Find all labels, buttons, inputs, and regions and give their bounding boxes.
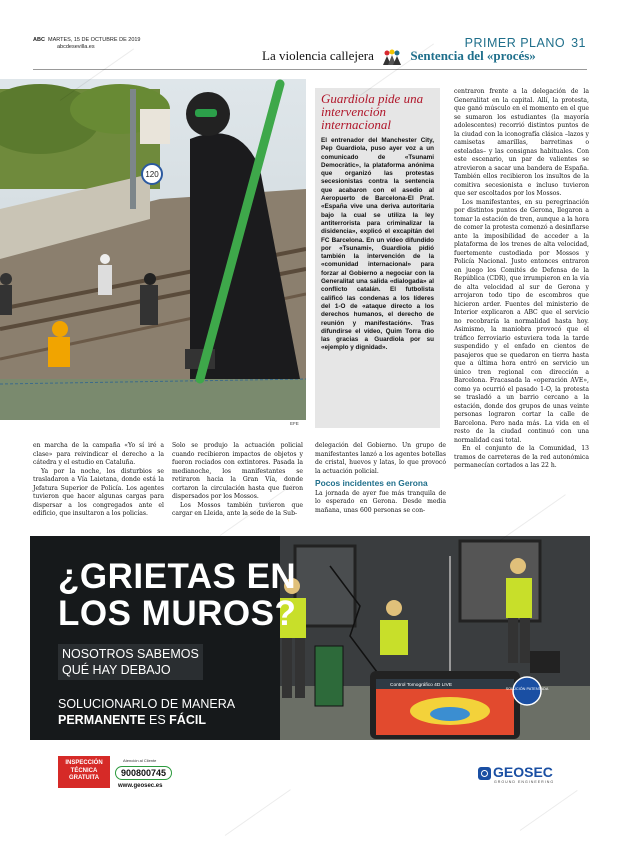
page-number: 31 (571, 36, 586, 50)
ad-headline-line: LOS MUROS? (58, 594, 297, 633)
brand-logo[interactable] (478, 764, 554, 784)
sidebar-box (315, 88, 440, 428)
ad-subheadline-line: QUÉ HAY DEBAJO (62, 663, 171, 677)
patent-seal: SOLUCIÓN PATENTADA (505, 687, 549, 691)
issue-date: MARTES, 15 DE OCTUBRE DE 2019 (47, 37, 141, 43)
paragraph: Los Mossos también tuvieron que cargar en Lleida, ante la sede de la Sub- (172, 501, 303, 517)
sidebar-title: Guardiola pide una intervención internacional (321, 91, 424, 132)
ad-tagline-line: SOLUCIONARLO DE MANERA (58, 697, 236, 711)
phone-label: Atención al Cliente (123, 758, 157, 763)
website-link[interactable]: www.geosec.es (118, 783, 163, 789)
phone-contact[interactable] (115, 758, 172, 789)
paragraph: La jornada de ayer fue más tranquila de lo esperado en Gerona. Desde media mañana, unas 600 personas se con- (315, 489, 446, 514)
article-column-1 (33, 442, 164, 519)
article-column-2 (172, 442, 303, 519)
paragraph: centraron frente a la delegación de la Generalitat en la capital. Allí, la protesta, que ganó músculo en el momento en el que se sumaron los estudiantes (la mayoría adolescentes) recorrió distintos puntos de la ciudad con la iconografía clásica –lazos y camisetas amarillas, barretinas o esteladas– y las consignas habituales. Con este escenario, un par de valientes se atrevieron a sacar una bandera de España. También ellos recibieron los insultos de la comitiva secesionista e incluso tuvieron que ser escoltados por los Mossos. (454, 88, 589, 197)
site-url: abcdesevilla.es (57, 44, 95, 50)
protest-photo-illustration (0, 79, 306, 420)
ad-headline-line: ¿GRIETAS EN (58, 557, 297, 596)
news-photo (0, 79, 306, 420)
paper-name: ABC (33, 37, 45, 43)
screen-label: Control Tomográfico 4D LIVE (390, 683, 453, 688)
speed-sign-number: 120 (145, 170, 159, 179)
ad-tagline-bold: FÁCIL (169, 713, 206, 727)
paragraph: en marcha de la campaña «Yo sí iré a clase» para reivindicar el derecho a la cátedra y el estudio en Cataluña. (33, 442, 164, 466)
watermark (225, 789, 291, 836)
masthead (33, 37, 141, 51)
ad-subheadline-line: NOSOTROS SABEMOS (62, 647, 199, 661)
header-rule (33, 69, 587, 70)
paragraph: delegación del Gobierno. Un grupo de manifestantes lanzó a los agentes botellas de cristal, huevos y latas, lo que provocó la actuación policial. (315, 442, 446, 475)
paragraph: Ya por la noche, los disturbios se trasladaron a Vía Laietana, donde está la Jefatura Superior de Policía. Los agentes tuvieron que hacer algunas cargas para dispersar a los congregados ante el edificio, que insultaron a los policías. (33, 467, 164, 517)
article-column-4 (454, 88, 589, 471)
paragraph: Solo se produjo la actuación policial cuando recibieron impactos de objetos y fueron rociados con extintores. Pasada la medianoche, los manifestantes se retiraron hacia la Gran Vía, donde cortaron la circulación hasta que fueron dispersados por los Mossos. (172, 442, 303, 500)
brand-tagline: GROUND ENGINEERING (494, 780, 555, 784)
photo-credit: EFE (290, 421, 299, 426)
topic-subtitle: Sentencia del «procés» (410, 48, 536, 63)
section-name: PRIMER PLANO (464, 36, 566, 50)
brand-name: GEOSEC (493, 764, 553, 780)
subheading: Pocos incidentes en Gerona (315, 478, 428, 488)
crowd-icon (381, 49, 403, 65)
ad-tagline-word: ES (149, 713, 166, 727)
topic-title: La violencia callejera (262, 48, 374, 63)
ad-subheadline (58, 644, 203, 680)
sidebar-body: El entrenador del Manchester City, Pep Guardiola, puso ayer voz a un comunicado de «Tsunami Democràtic», la plataforma anónima que organizó las protestas secesionistas contra la sentencia que acabaron con el asedio al Aeropuerto de Barcelona-El Prat. «España vive una deriva autoritaria bajo la cual se utiliza la ley antiterrorista para criminalizar la disidencia», explicó el excapitán del FC Barcelona. En un vídeo difundido por «Tsunami», Guardiola pidió también la intervención de la «comunidad internacional» para forzar al Gobierno a negociar con la Generalitat una salida «dialogada» al conflicto catalán. El futbolista calificó las condenas a los líderes del 1-O de «ataque directo a los derechos humanos, el derecho de reunión y manifestación». Tras difundirse el vídeo, Quim Torra dio las gracias a Guardiola por su «ejemplo y dignidad». (321, 137, 434, 352)
paragraph: Los manifestantes, en su peregrinación por distintos puntos de Gerona, llegaron a tomar la estación de tren, aunque a la hora de comer la protesta comenzó a desinflarse ante la imposibilidad de acceder a la plataforma de los trenes de alta velocidad, fuertemente custodiada por Mossos y Policía Nacional. Justo entonces entraron en juego los Comités de Defensa de la República (CDR), que irrumpieron en la vía de alta velocidad al sur de Gerona y arrojaron todo tipo de escombros que hicieron arder. Fuentes del ministerio de Interior explicaron a ABC que el servicio no recobraría la normalidad hasta hoy. Asimismo, la maniobra provocó que el tráfico ferroviario estuviera toda la tarde suspendido y el enfado en cientos de pasajeros que se quedaron en tierra hasta que a última hora entró en servicio un único tren regional con dirección a Barcelona. Fracasada la «operación AVE», como ya ocurrió el pasado 1-O, la protesta se trasladó a un barrio cercano a la estación, donde dos grupos de unas veinte personas lograron cortar la calle de Barcelona. Pero nada más. La vida en el resto de la ciudad continuó con una normalidad casi total. (454, 198, 589, 444)
paragraph: En el conjunto de la Comunidad, 13 tramos de carreteras de la red autonómica permanecían cortados a las 22 h. (454, 445, 589, 469)
ad-tagline-bold: PERMANENTE (58, 713, 146, 727)
watermark (500, 494, 566, 541)
ad-tagline (58, 696, 235, 728)
topic-line (262, 48, 536, 65)
ad-headline (58, 558, 296, 632)
advertisement[interactable] (30, 536, 590, 740)
phone-number[interactable]: 900800745 (115, 766, 172, 780)
brand-mark-icon (478, 767, 491, 780)
article-column-3 (315, 442, 446, 515)
inspection-badge[interactable]: INSPECCIÓN TÉCNICA GRATUITA (58, 756, 110, 788)
watermark (520, 790, 578, 831)
